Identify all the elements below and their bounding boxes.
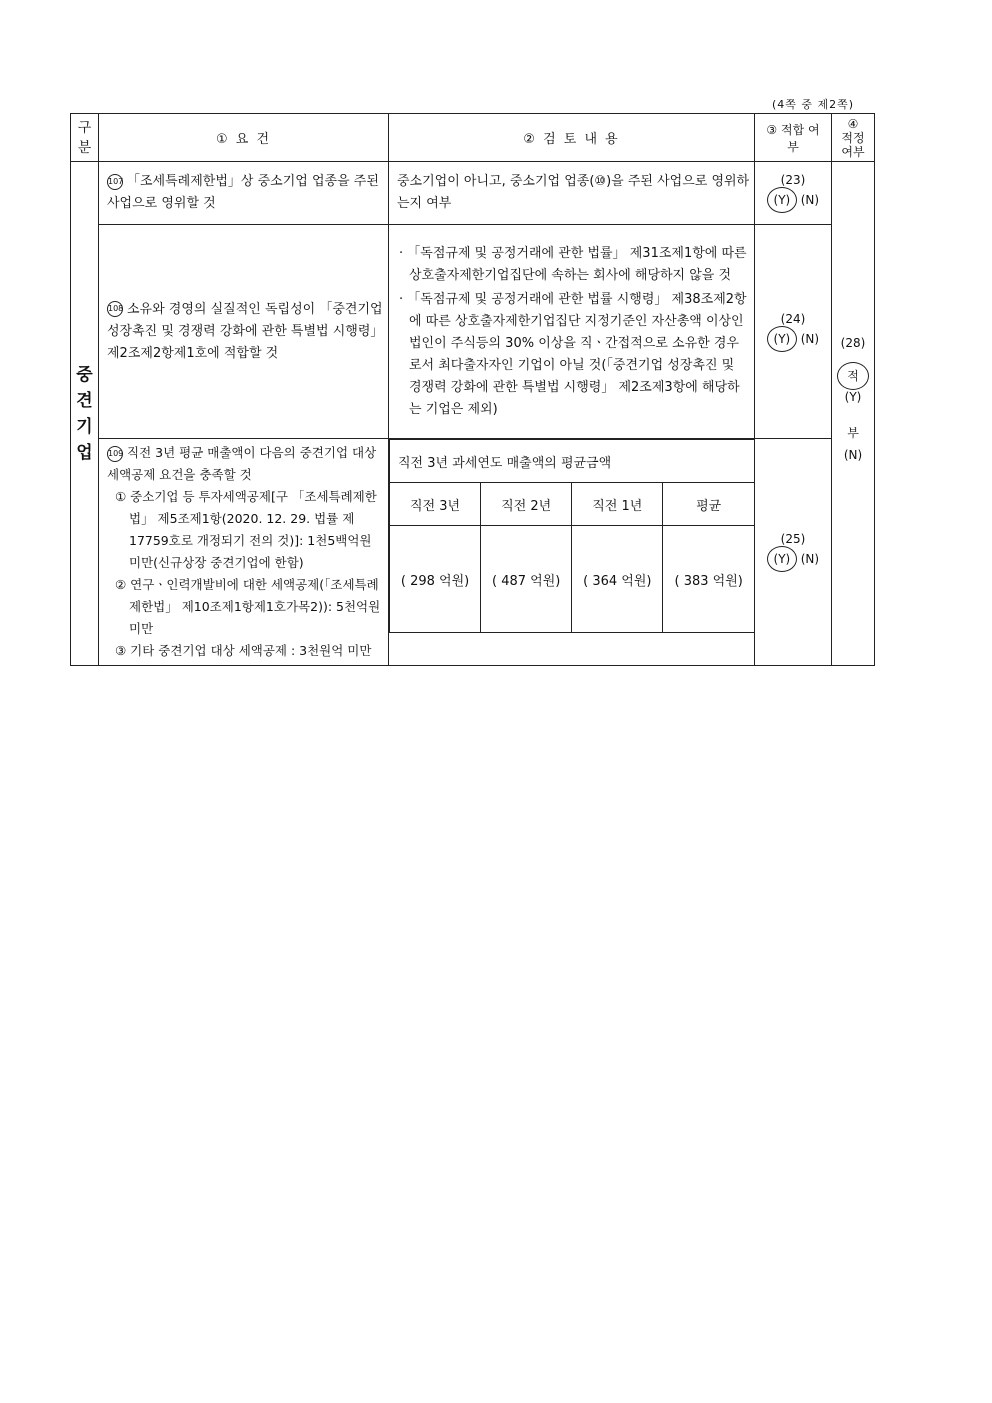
- header-final-label: 적정 여부: [841, 130, 865, 159]
- header-category: 구분: [71, 114, 99, 162]
- value-year-2: ( 487 억원): [481, 526, 572, 633]
- row-number: 109: [107, 446, 123, 462]
- requirement-sub: ① 중소기업 등 투자세액공제[구 「조세특례제한법」 제5조제1항(2020. 12. 29. 법률 제17759호로 개정되기 전의 것)]: 1천5백억원 미만(신규상장 중견기업에 한함): [115, 489, 377, 570]
- row-number: 108: [107, 301, 123, 317]
- fit-yes-circled: (Y): [767, 546, 797, 572]
- final-yes-circled: 적: [837, 362, 869, 390]
- col-average: 평균: [663, 483, 754, 526]
- review-109: [389, 439, 755, 666]
- sales-table-title: 직전 3년 과세연도 매출액의 평균금액: [390, 440, 755, 483]
- header-review: ② 검 토 내 용: [389, 114, 755, 162]
- requirement-text: 직전 3년 평균 매출액이 다음의 중견기업 대상 세액공제 요건을 충족할 것: [107, 445, 377, 482]
- final-code: (28): [840, 335, 866, 350]
- fit-no: (N): [800, 552, 820, 566]
- review-108: [389, 225, 755, 439]
- col-year-1: 직전 1년: [572, 483, 663, 526]
- review-107: 중소기업이 아니고, 중소기업 업종(⑩)을 주된 사업으로 영위하는지 여부: [389, 162, 755, 225]
- final-judgement: [832, 162, 875, 666]
- value-year-3: ( 298 억원): [390, 526, 481, 633]
- col-year-3: 직전 3년: [390, 483, 481, 526]
- value-year-1: ( 364 억원): [572, 526, 663, 633]
- header-fit: ③ 적합 여부: [755, 114, 832, 162]
- fit-108: [755, 225, 832, 439]
- header-final-num: ④: [847, 116, 859, 131]
- requirement-109: [99, 439, 389, 666]
- fit-yes-circled: (Y): [767, 326, 797, 352]
- fit-107: [755, 162, 832, 225]
- col-year-2: 직전 2년: [481, 483, 572, 526]
- fit-yes-circled: (Y): [767, 187, 797, 213]
- sales-average-table: [389, 439, 754, 633]
- review-table: [70, 113, 875, 666]
- fit-code: (25): [780, 532, 806, 546]
- final-y: (Y): [844, 389, 862, 404]
- fit-code: (24): [780, 311, 806, 326]
- row-number: 107: [107, 174, 123, 190]
- fit-code: (23): [780, 173, 806, 187]
- fit-109: [755, 439, 832, 666]
- value-average: ( 383 억원): [663, 526, 754, 633]
- requirement-sub: ② 연구ㆍ인력개발비에 대한 세액공제(「조세특례제한법」 제10조제1항제1호가목2)): 5천억원 미만: [115, 577, 381, 636]
- final-no: 부: [847, 425, 859, 440]
- fit-no: (N): [800, 193, 820, 207]
- requirement-107: [99, 162, 389, 225]
- requirement-text: 소유와 경영의 실질적인 독립성이 「중견기업 성장촉진 및 경쟁력 강화에 관한 특별법 시행령」 제2조제2항제1호에 적합할 것: [107, 301, 384, 361]
- header-final: [832, 114, 875, 162]
- requirement-text: 「조세특례제한법」상 중소기업 업종을 주된 사업으로 영위할 것: [107, 174, 379, 211]
- fit-no: (N): [800, 331, 820, 346]
- header-requirement: ① 요 건: [99, 114, 389, 162]
- review-bullet: · 「독점규제 및 공정거래에 관한 법률 시행령」 제38조제2항에 따른 상호출자제한기업집단 지정기준인 자산총액 이상인 법인이 주식등의 30% 이상을 직ㆍ간접적으로 소유한 경우로서 최다출자자인 기업이 아닐 것(「중견기업 성장촉진 및 경쟁력 강화에 관한 특별법 시행령」 제2조제3항에 해당하는 기업은 제외): [399, 291, 747, 417]
- requirement-108: [99, 225, 389, 439]
- section-label: 중견기업: [71, 162, 99, 666]
- page-indicator: (4쪽 중 제2쪽): [772, 98, 855, 111]
- final-n: (N): [843, 447, 863, 462]
- review-bullet: · 「독점규제 및 공정거래에 관한 법률」 제31조제1항에 따른 상호출자제한기업집단에 속하는 회사에 해당하지 않을 것: [399, 245, 747, 283]
- requirement-sub: ③ 기타 중견기업 대상 세액공제 : 3천원억 미만: [115, 643, 372, 658]
